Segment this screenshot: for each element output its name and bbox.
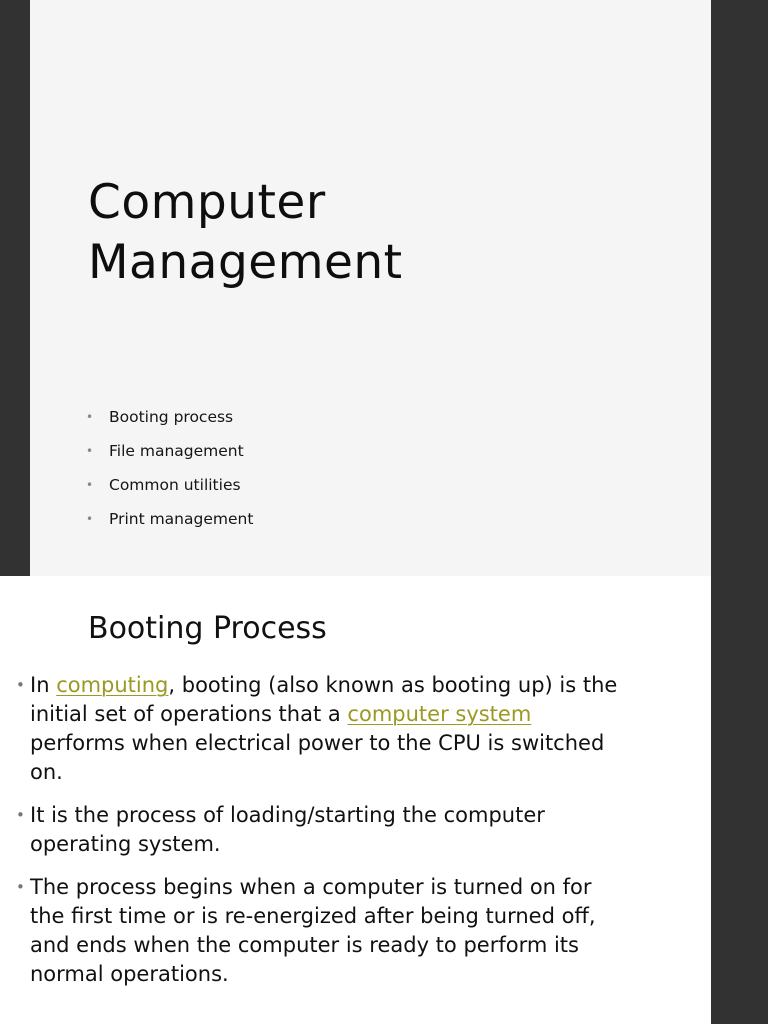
text-line: on.: [30, 760, 63, 784]
bullet-icon: •: [16, 806, 25, 824]
bullet-icon: •: [16, 878, 25, 896]
text-line: and ends when the computer is ready to perform its: [30, 933, 579, 957]
bullet-icon: •: [16, 676, 25, 694]
body-bullet-list: [15, 671, 683, 1003]
slide-title: [88, 173, 403, 293]
text-line: [30, 671, 683, 700]
agenda-list: [86, 405, 253, 541]
agenda-item: [86, 405, 253, 439]
left-frame-strip: [0, 0, 30, 576]
slide-title-line-1: Computer: [88, 175, 326, 230]
bullet-icon: •: [86, 410, 94, 424]
text-fragment: initial set of operations that a: [30, 702, 348, 726]
text-line: operating system.: [30, 832, 221, 856]
slide-title-line-2: Management: [88, 235, 403, 290]
text-line: It is the process of loading/starting the computer: [30, 803, 545, 827]
computer-system-link[interactable]: computer system: [347, 702, 532, 726]
text-fragment: In: [30, 673, 57, 697]
bullet-icon: •: [86, 512, 94, 526]
bullet-icon: •: [86, 478, 94, 492]
text-line: [30, 700, 683, 729]
agenda-item-label: Print management: [109, 510, 254, 528]
agenda-item: [86, 507, 253, 541]
text-line: performs when electrical power to the CPU is switched: [30, 731, 605, 755]
text-line: normal operations.: [30, 962, 229, 986]
bullet-paragraph: [15, 671, 683, 787]
text-line: The process begins when a computer is turned on for: [30, 875, 592, 899]
text-line: the first time or is re-energized after being turned off,: [30, 904, 596, 928]
bullet-paragraph: [15, 873, 683, 989]
right-frame-strip: [711, 0, 768, 1024]
agenda-item-label: File management: [109, 442, 244, 460]
agenda-item-label: Booting process: [109, 408, 234, 426]
bullet-paragraph: [15, 801, 683, 859]
section-heading: Booting Process: [88, 611, 327, 646]
text-fragment: , booting (also known as booting up) is the: [168, 673, 618, 697]
agenda-item: [86, 473, 253, 507]
agenda-item-label: Common utilities: [109, 476, 241, 494]
bullet-icon: •: [86, 444, 94, 458]
computing-link[interactable]: computing: [56, 673, 169, 697]
agenda-item: [86, 439, 253, 473]
